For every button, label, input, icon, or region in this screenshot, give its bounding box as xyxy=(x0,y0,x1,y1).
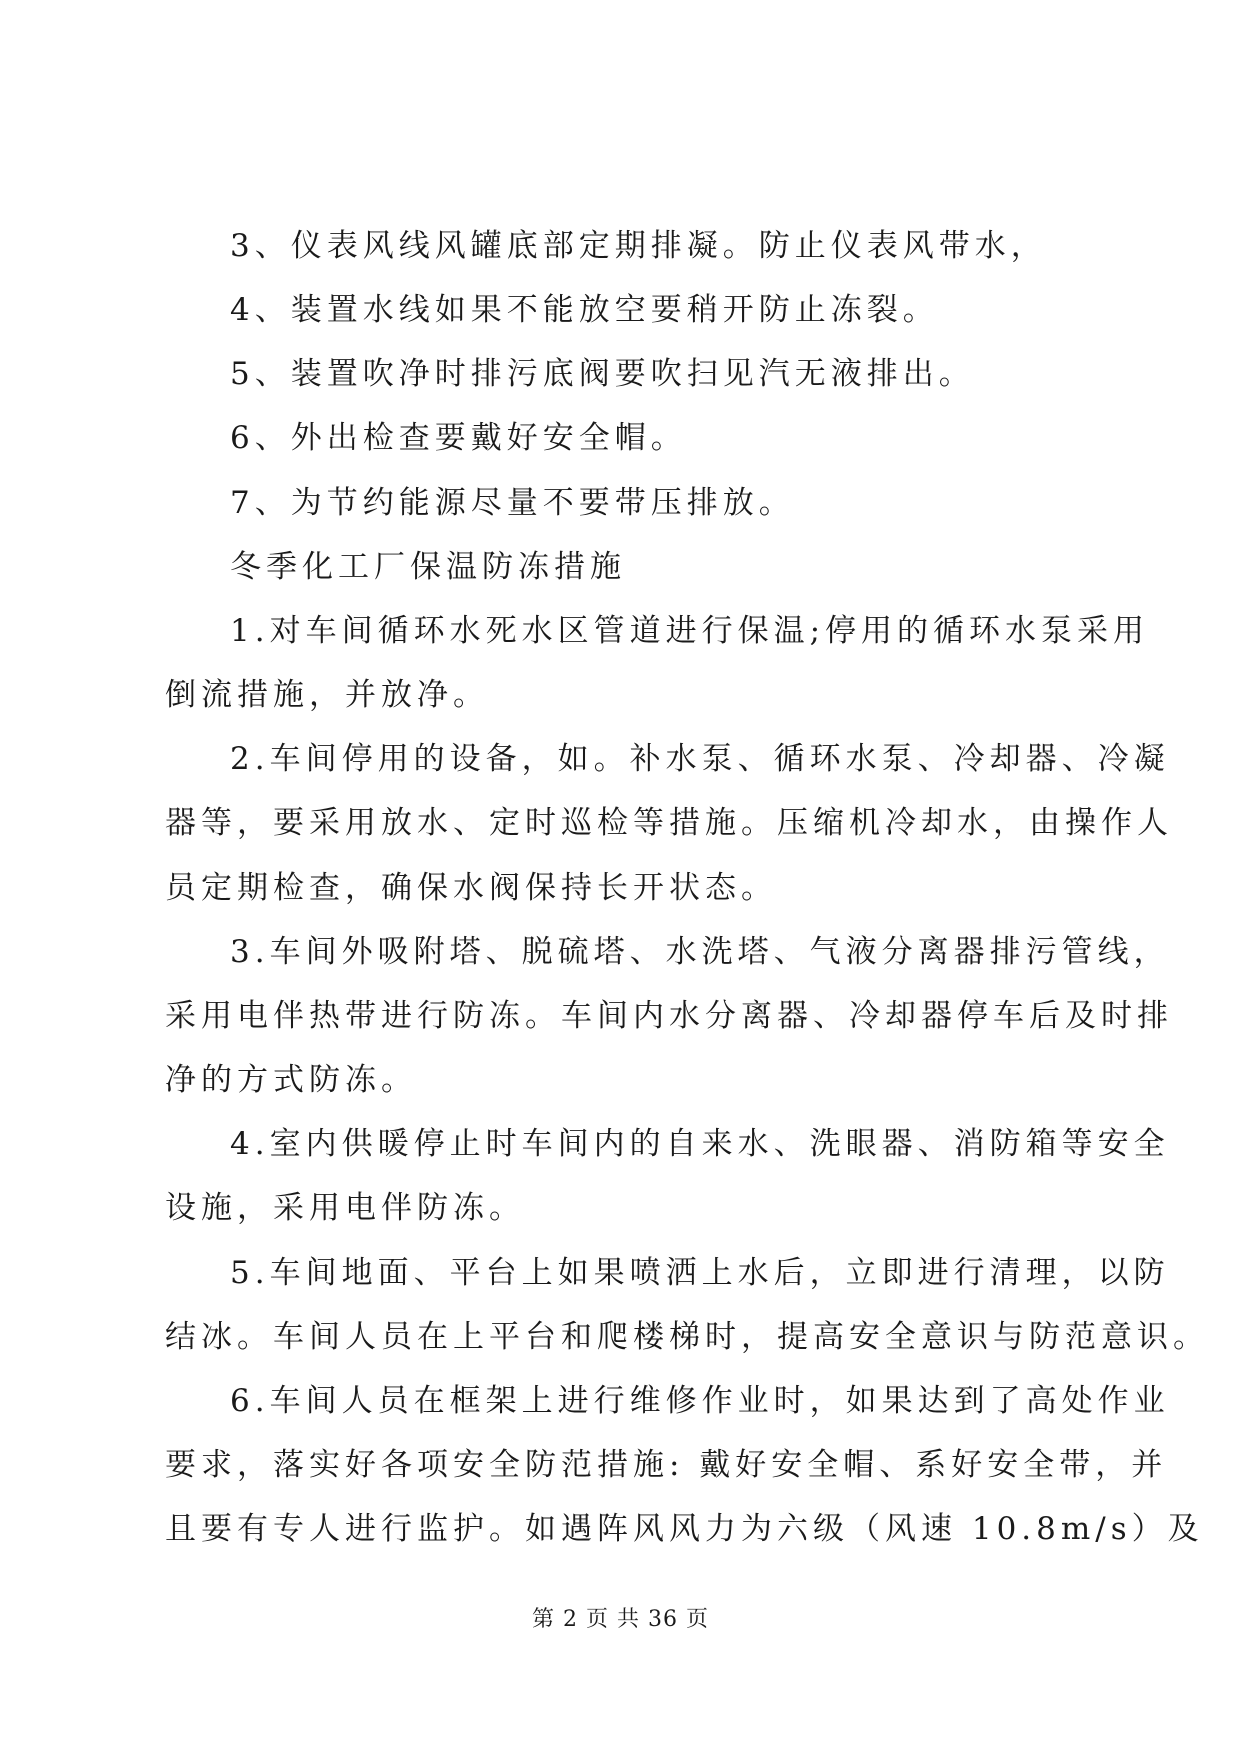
paragraph-line: 6、外出检查要戴好安全帽。 xyxy=(230,420,687,456)
page-number-footer: 第 2 页 共 36 页 xyxy=(532,1607,709,1632)
paragraph-line: 采用电伴热带进行防冻。车间内水分离器、冷却器停车后及时排 xyxy=(165,998,1173,1034)
paragraph-line: 3.车间外吸附塔、脱硫塔、水洗塔、气液分离器排污管线， xyxy=(230,934,1170,970)
paragraph-line: 且要有专人进行监护。如遇阵风风力为六级（风速 10.8m/s）及 xyxy=(165,1511,1204,1547)
paragraph-line: 4.室内供暖停止时车间内的自来水、洗眼器、消防箱等安全 xyxy=(230,1126,1170,1162)
paragraph-line: 倒流措施，并放净。 xyxy=(165,677,489,713)
paragraph-line: 7、为节约能源尽量不要带压排放。 xyxy=(230,485,795,521)
paragraph-line: 2.车间停用的设备，如。补水泵、循环水泵、冷却器、冷凝 xyxy=(230,741,1170,777)
paragraph-line: 6.车间人员在框架上进行维修作业时，如果达到了高处作业 xyxy=(230,1383,1170,1419)
section-heading: 冬季化工厂保温防冻措施 xyxy=(230,549,626,585)
paragraph-line: 净的方式防冻。 xyxy=(165,1062,417,1098)
paragraph-line: 1.对车间循环水死水区管道进行保温;停用的循环水泵采用 xyxy=(230,613,1150,649)
paragraph-line: 结冰。车间人员在上平台和爬楼梯时，提高安全意识与防范意识。 xyxy=(165,1319,1209,1355)
paragraph-line: 设施，采用电伴防冻。 xyxy=(165,1190,525,1226)
paragraph-line: 5、装置吹净时排污底阀要吹扫见汽无液排出。 xyxy=(230,356,975,392)
paragraph-line: 员定期检查，确保水阀保持长开状态。 xyxy=(165,870,777,906)
paragraph-line: 3、仪表风线风罐底部定期排凝。防止仪表风带水， xyxy=(230,228,1047,264)
paragraph-line: 4、装置水线如果不能放空要稍开防止冻裂。 xyxy=(230,292,939,328)
paragraph-line: 器等，要采用放水、定时巡检等措施。压缩机冷却水，由操作人 xyxy=(165,805,1173,841)
paragraph-line: 5.车间地面、平台上如果喷洒上水后，立即进行清理，以防 xyxy=(230,1255,1170,1291)
paragraph-line: 要求，落实好各项安全防范措施: 戴好安全帽、系好安全带，并 xyxy=(165,1447,1168,1483)
